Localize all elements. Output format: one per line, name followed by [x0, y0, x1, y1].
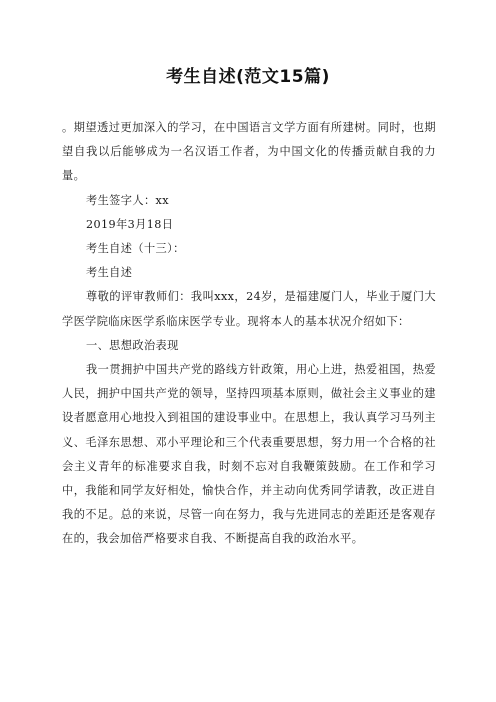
paragraph-signature: 考生签字人：xx [86, 193, 169, 207]
paragraph-political-performance: 我一贯拥护中国共产党的路线方针政策，用心上进，热爱祖国，热爱人民，拥护中国共产党的领导，坚持四项基本原则，做社会主义事业的建设者愿意用心地投入到祖国的建设事业中。在思想上，我认真学习马列主义、毛泽东思想、邓小平理论和三个代表重要思想，努力用一个合格的社会主义青年的标准要求自我，时刻不忘对自我鞭策鼓励。在工作和学习中，我能和同学友好相处，愉快合作，并主动向优秀同学请教，改正进自我的不足。总的来说，尽管一向在努力，我与先进同志的差距还是客观存在的，我会加倍严格要求自我、不断提高自我的政治水平。 [62, 363, 436, 546]
paragraph-subheading: 一、思想政治表现 [86, 338, 179, 352]
document-title: 考生自述(范文15篇) [166, 67, 330, 87]
document-body [62, 116, 436, 552]
paragraph-section-heading: 考生自述（十三）： [86, 242, 185, 256]
paragraph-introduction: 尊敬的评审教师们：我叫xxx，24岁，是福建厦门人，毕业于厦门大学医学院临床医学系临床医学专业。现将本人的基本状况介绍如下： [62, 290, 436, 328]
paragraph-1: 。期望透过更加深入的学习，在中国语言文学方面有所建树。同时，也期望自我以后能够成为一名汉语工作者，为中国文化的传播贡献自我的力量。 [62, 121, 436, 183]
paragraph-date: 2019年3月18日 [86, 217, 174, 231]
paragraph-subtitle: 考生自述 [86, 266, 133, 280]
